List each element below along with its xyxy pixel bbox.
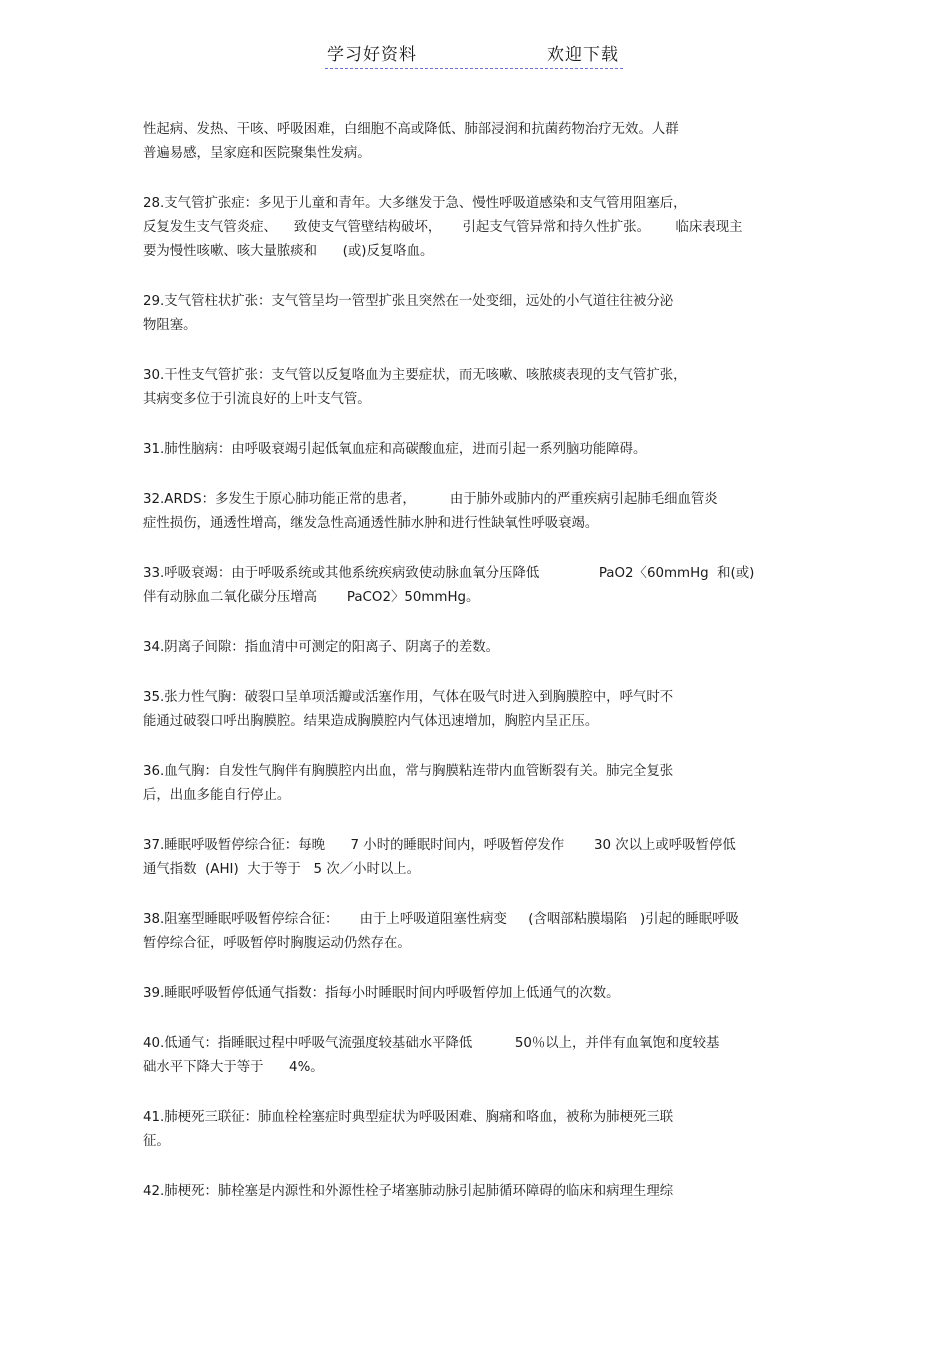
text-line: 暂停综合征，呼吸暂停时胸腹运动仍然存在。 [143,936,411,951]
definition-paragraph [143,760,823,808]
text-line: 伴有动脉血二氧化碳分压增高 PaCO2〉50mmHg。 [143,590,480,605]
text-line: 42.肺梗死：肺栓塞是内源性和外源性栓子堵塞肺动脉引起肺循环障碍的临床和病理生理综 [143,1184,674,1199]
text-line: 普遍易感，呈家庭和医院聚集性发病。 [143,146,371,161]
text-line: 37.睡眠呼吸暂停综合征：每晚 7 小时的睡眠时间内，呼吸暂停发作 30 次以上或呼吸暂停低 [143,838,736,853]
definition-paragraph [143,834,823,882]
text-line: 症性损伤，通透性增高，继发急性高通透性肺水肿和进行性缺氧性呼吸衰竭。 [143,516,599,531]
text-line: 要为慢性咳嗽、咳大量脓痰和 (或)反复咯血。 [143,244,434,259]
definition-paragraph [143,982,823,1006]
definition-paragraph [143,636,823,660]
definition-paragraph [143,908,823,956]
definition-paragraph [143,562,823,610]
text-line: 39.睡眠呼吸暂停低通气指数：指每小时睡眠时间内呼吸暂停加上低通气的次数。 [143,986,620,1001]
definition-paragraph [143,290,823,338]
definition-paragraph [143,118,823,166]
text-line: 反复发生支气管炎症、 致使支气管壁结构破坏， 引起支气管异常和持久性扩张。 临床表现主 [143,220,743,235]
definition-paragraph [143,1032,823,1080]
text-line: 36.血气胸：自发性气胸伴有胸膜腔内出血，常与胸膜粘连带内血管断裂有关。肺完全复张 [143,764,674,779]
text-line: 28.支气管扩张症：多见于儿童和青年。大多继发于急、慢性呼吸道感染和支气管用阻塞后， [143,196,687,211]
definition-paragraph [143,192,823,264]
text-line: 40.低通气：指睡眠过程中呼吸气流强度较基础水平降低 50％以上，并伴有血氧饱和度较基 [143,1036,720,1051]
text-line: 35.张力性气胸：破裂口呈单项活瓣或活塞作用，气体在吸气时进入到胸膜腔中，呼气时不 [143,690,674,705]
text-line: 29.支气管柱状扩张：支气管呈均一管型扩张且突然在一处变细，远处的小气道往往被分泌 [143,294,674,309]
definition-paragraph [143,1180,823,1204]
definition-paragraph [143,438,823,462]
text-line: 础水平下降大于等于 4%。 [143,1060,324,1075]
definition-paragraph [143,488,823,536]
text-line: 38.阻塞型睡眠呼吸暂停综合征： 由于上呼吸道阻塞性病变 (含咽部粘膜塌陷 )引起的睡眠呼吸 [143,912,739,927]
text-line: 征。 [143,1134,170,1149]
text-line: 通气指数 (AHI) 大于等于 5 次／小时以上。 [143,862,421,877]
text-line: 后，出血多能自行停止。 [143,788,291,803]
header-right-text: 欢迎下载 [547,45,619,65]
text-line: 能通过破裂口呼出胸膜腔。结果造成胸膜腔内气体迅速增加，胸腔内呈正压。 [143,714,599,729]
text-line: 34.阴离子间隙：指血清中可测定的阳离子、阴离子的差数。 [143,640,500,655]
text-line: 31.肺性脑病：由呼吸衰竭引起低氧血症和高碳酸血症，进而引起一系列脑功能障碍。 [143,442,647,457]
text-line: 其病变多位于引流良好的上叶支气管。 [143,392,371,407]
text-line: 41.肺梗死三联征：肺血栓栓塞症时典型症状为呼吸困难、胸痛和咯血，被称为肺梗死三联 [143,1110,674,1125]
text-line: 33.呼吸衰竭：由于呼吸系统或其他系统疾病致使动脉血氧分压降低 PaO2〈60mmHg 和(或) [143,566,755,581]
header-left-text: 学习好资料 [327,45,417,65]
page-header [325,38,623,69]
text-line: 32.ARDS：多发生于原心肺功能正常的患者， 由于肺外或肺内的严重疾病引起肺毛细血管炎 [143,492,718,507]
text-line: 性起病、发热、干咳、呼吸困难，白细胞不高或降低、肺部浸润和抗菌药物治疗无效。人群 [143,122,679,137]
definition-paragraph [143,1106,823,1154]
text-line: 物阻塞。 [143,318,197,333]
text-line: 30.干性支气管扩张：支气管以反复咯血为主要症状，而无咳嗽、咳脓痰表现的支气管扩张， [143,368,687,383]
definition-paragraph [143,686,823,734]
document-body [143,118,823,1204]
definition-paragraph [143,364,823,412]
